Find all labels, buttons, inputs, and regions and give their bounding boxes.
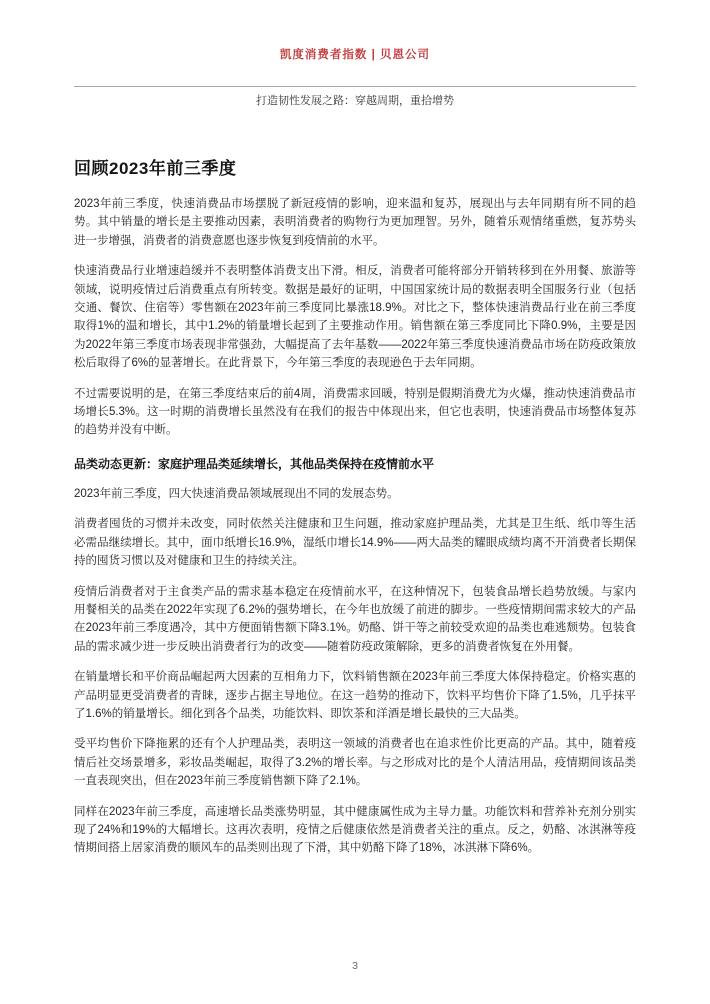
paragraph: 快速消费品行业增速趋缓并不表明整体消费支出下滑。相反，消费者可能将部分开销转移到在外用餐、旅游等领域，说明疫情过后消费重点有所转变。数据是最好的证明，中国国家统计局的数据表明全国服务行业（包括交通、餐饮、住宿等）零售额在2023年前三季度同比暴涨18.9%。对比之下，整体快速消费品行业在前三季度取得1%的温和增长，其中1.2%的销量增长起到了主要推动作用。销售额在第三季度同比下降0.9%，主要是因为2022年第三季度市场表现非常强劲，大幅提高了去年基数——2022年第三季度快速消费品市场在防疫政策放松后取得了6%的显著增长。在此背景下，今年第三季度的表现逊色于去年同期。: [74, 265, 636, 370]
page-number: 3: [352, 960, 358, 972]
section-title: 回顾2023年前三季度: [74, 159, 237, 178]
report-subtitle: 打造韧性发展之路：穿越周期，重拾增势: [256, 95, 454, 107]
page-footer: [0, 960, 710, 972]
paragraph: 同样在2023年前三季度，高速增长品类涨势明显，其中健康属性成为主导力量。功能饮料和营养补充剂分别实现了24%和19%的大幅增长。这再次表明，疫情之后健康依然是消费者关注的重点。反之，奶酪、冰淇淋等疫情期间搭上居家消费的顺风车的品类则出现了下滑，其中奶酪下降了18%，冰淇淋下降6%。: [74, 805, 636, 855]
paragraph: 疫情后消费者对于主食类产品的需求基本稳定在疫情前水平，在这种情况下，包装食品增长趋势放缓。与家内用餐相关的品类在2022年实现了6.2%的强势增长，在今年也放缓了前进的脚步。一些疫情期间需求较大的产品在2023年前三季度遇冷，其中方便面销售额下降3.1%。奶酪、饼干等之前较受欢迎的品类也难逃颓势。包装食品的需求减少进一步反映出消费者行为的改变——随着防疫政策解除，更多的消费者恢复在外用餐。: [74, 585, 636, 653]
page-header: [74, 48, 636, 109]
subsection-title: 品类动态更新：家庭护理品类延续增长，其他品类保持在疫情前水平: [74, 456, 435, 471]
header-divider: [74, 86, 636, 87]
paragraph: 在销量增长和平价商品崛起两大因素的互相角力下，饮料销售额在2023年前三季度大体保持稳定。价格实惠的产品明显更受消费者的青睐，逐步占据主导地位。在这一趋势的推动下，饮料平均售价下降了1.5%，几乎抹平了1.6%的销量增长。细化到各个品类，功能饮料、即饮茶和洋酒是增长最快的三大品类。: [74, 671, 636, 720]
article-body: [74, 157, 636, 858]
brand-title: 凯度消费者指数 | 贝恩公司: [279, 49, 431, 61]
paragraph: 不过需要说明的是，在第三季度结束后的前4周，消费需求回暖，特别是假期消费尤为火爆，推动快速消费品市场增长5.3%。这一时期的消费增长虽然没有在我们的报告中体现出来，但它也表明，快速消费品市场整体复苏的趋势并没有中断。: [74, 387, 636, 437]
paragraph: 受平均售价下降拖累的还有个人护理品类，表明这一领域的消费者也在追求性价比更高的产品。其中，随着疫情后社交场景增多，彩妆品类崛起，取得了3.2%的增长率。与之形成对比的是个人清洁用品，疫情期间该品类一直表现突出，但在2023年前三季度销售额下降了2.1%。: [74, 738, 636, 788]
paragraph: 2023年前三季度，快速消费品市场摆脱了新冠疫情的影响，迎来温和复苏，展现出与去年同期有所不同的趋势。其中销量的增长是主要推动因素，表明消费者的购物行为更加理智。另外，随着乐观情绪重燃，复苏势头进一步增强，消费者的消费意愿也逐步恢复到疫情前的水平。: [74, 198, 636, 247]
paragraph: 消费者囤货的习惯并未改变，同时依然关注健康和卫生问题，推动家庭护理品类，尤其是卫生纸、纸巾等生活必需品继续增长。其中，面巾纸增长16.9%，湿纸巾增长14.9%——两大品类的耀眼成绩均离不开消费者长期保持的囤货习惯以及对健康和卫生的持续关注。: [74, 518, 636, 568]
paragraph: 2023年前三季度，四大快速消费品领域展现出不同的发展态势。: [74, 487, 399, 500]
